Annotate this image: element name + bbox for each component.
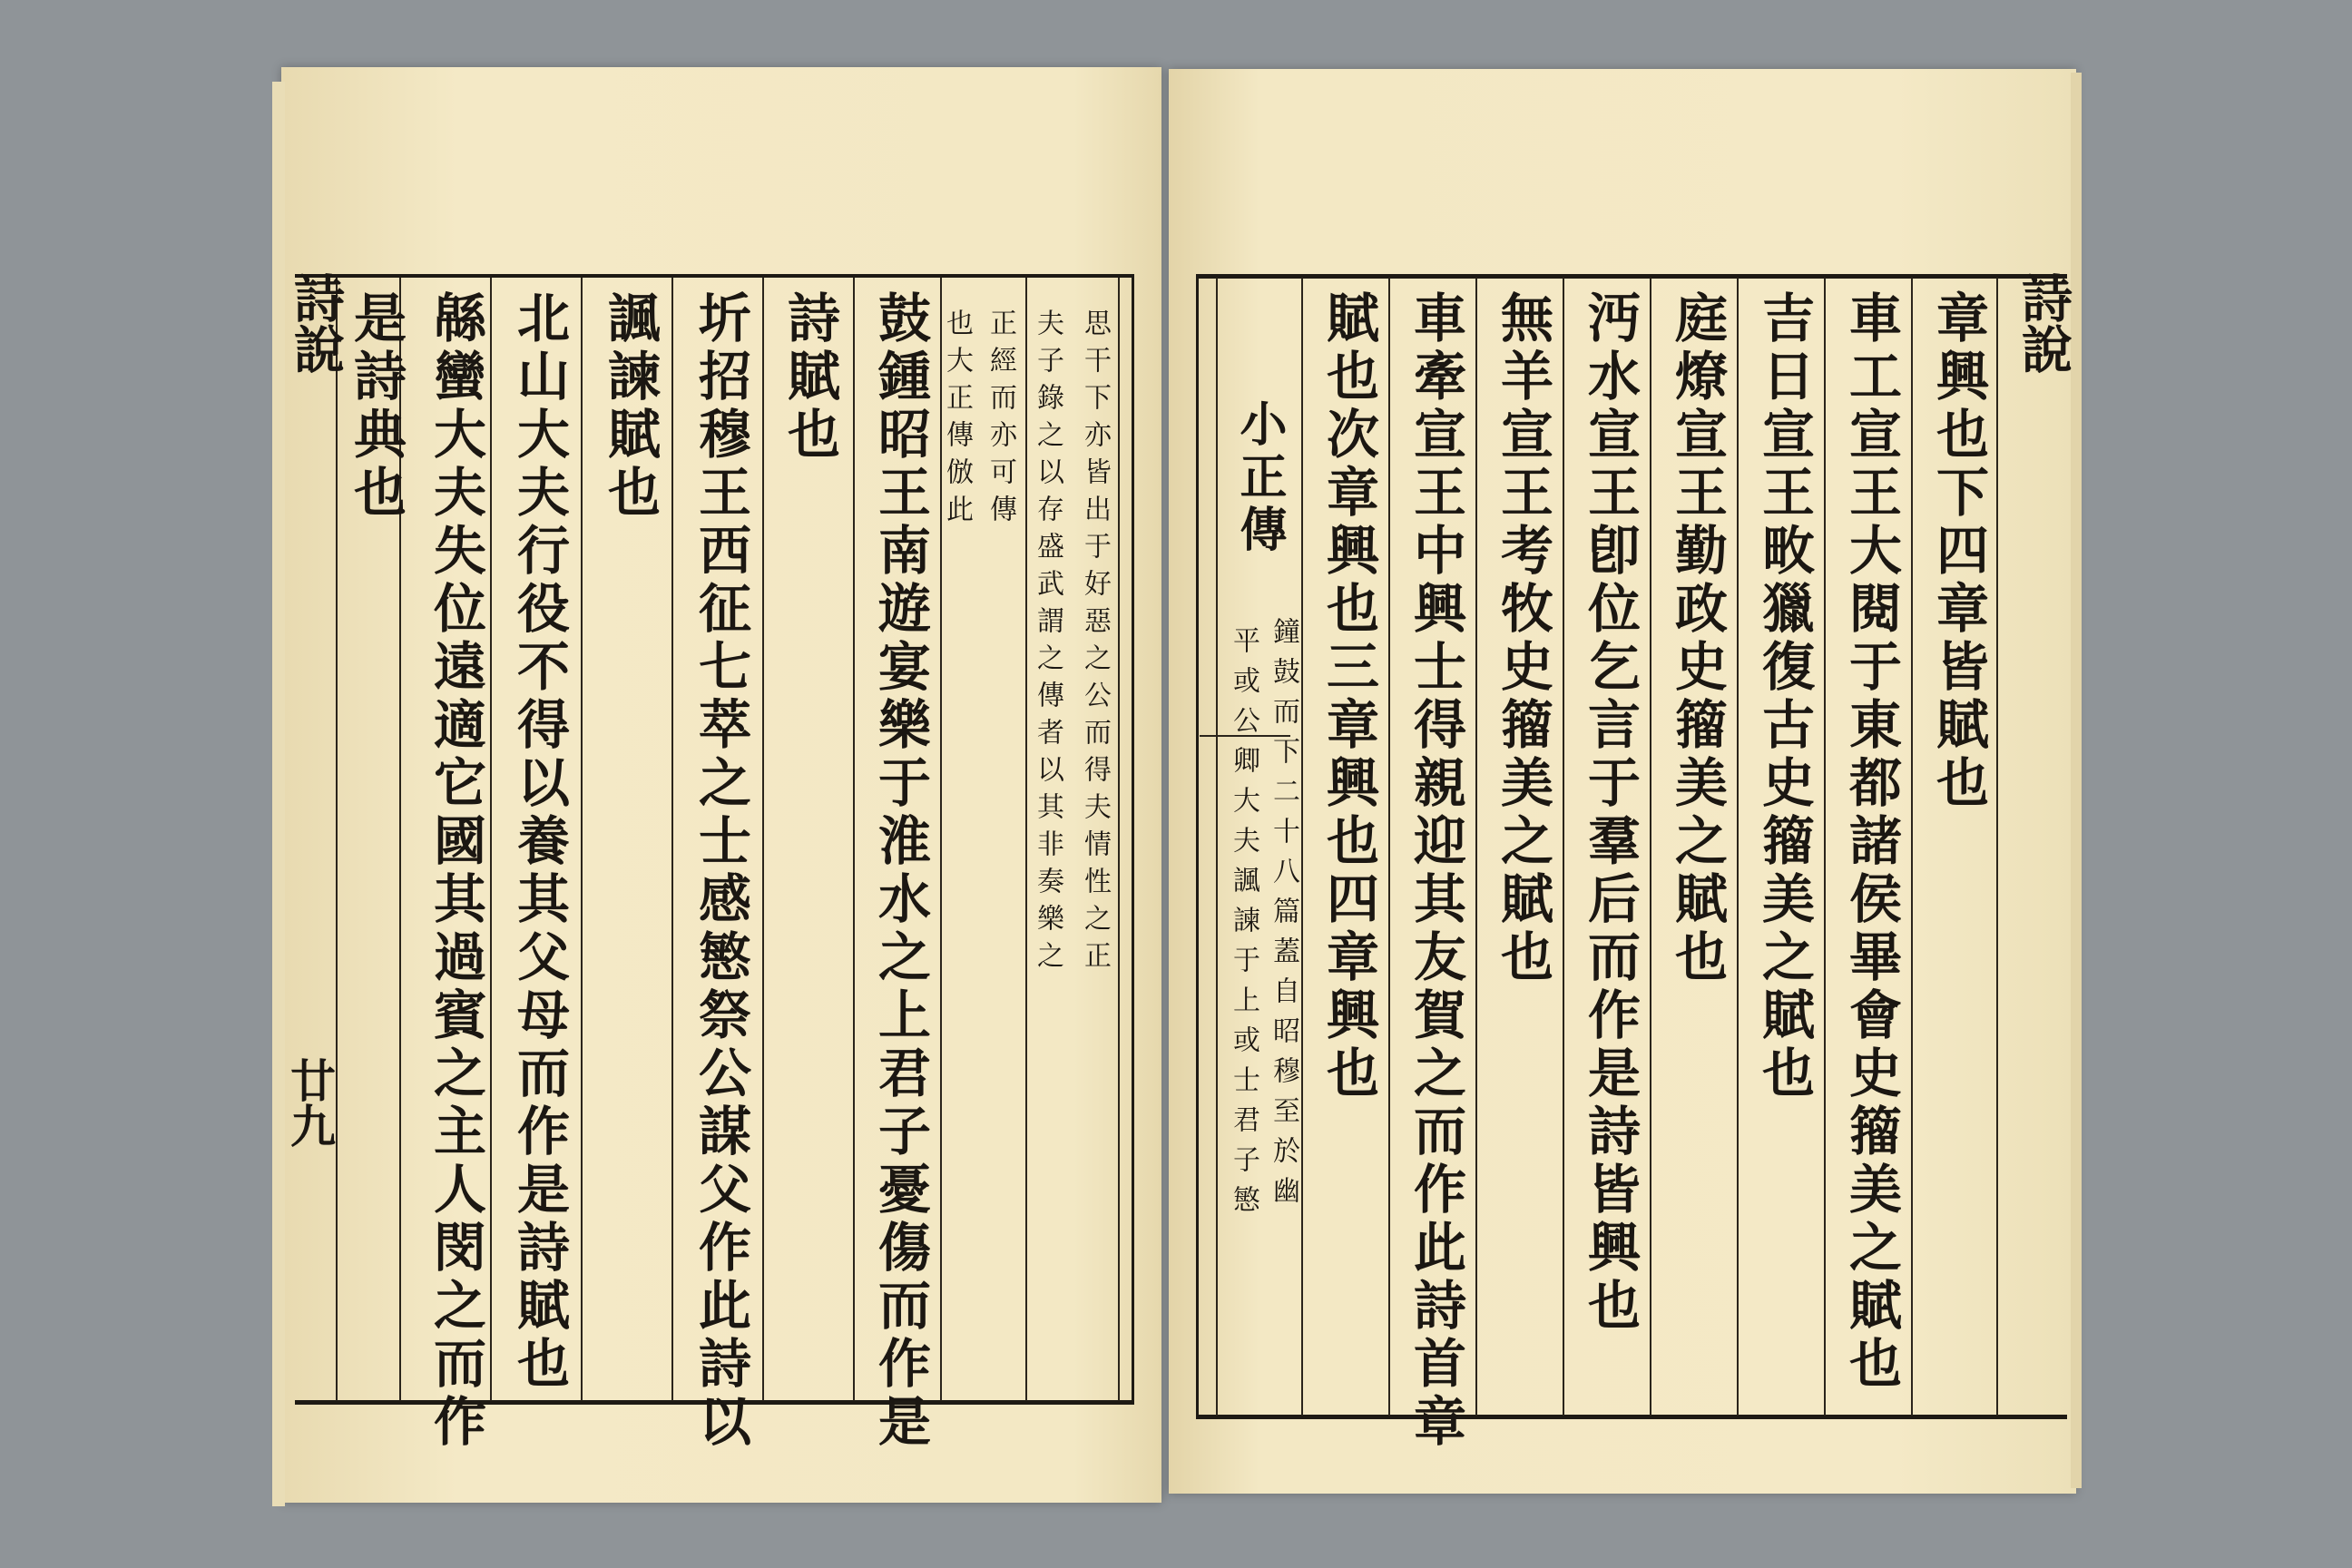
left-column-3: 正經而亦可傳 — [985, 309, 1016, 532]
column-rule — [1475, 278, 1477, 1416]
left-margin-folio: 廿九 — [283, 1057, 337, 1148]
left-column-1: 思干下亦皆出于好惡之公而得夫情性之正 — [1079, 309, 1111, 978]
column-rule — [762, 278, 764, 1401]
left-column-2: 夫子錄之以存盛武謂之傳者以其非奏樂之 — [1032, 309, 1063, 978]
left-column-4: 也大正傳倣此 — [941, 309, 973, 532]
right-column-2: 車工宣王大閱于東都諸侯畢會史籀美之賦也 — [1840, 290, 1902, 1394]
left-column-10: 緜蠻大夫失位遠適它國其過賓之主人閔之而作 — [425, 290, 486, 1452]
right-column-3: 吉日宣王畋獵復古史籀美之賦也 — [1753, 290, 1815, 1103]
column-rule — [1996, 278, 1998, 1416]
column-rule — [1563, 278, 1564, 1416]
column-rule — [1824, 278, 1826, 1416]
right-column-9: 小正傳 — [1231, 399, 1287, 557]
column-rule — [581, 278, 583, 1401]
right-column-11: 平或公卿大夫諷諫于上或士君子慜 — [1228, 626, 1259, 1225]
column-rule — [671, 278, 673, 1401]
left-column-7: 圻招穆王西征七萃之士感慜祭公謀父作此詩以 — [690, 290, 751, 1452]
left-column-11: 是詩典也 — [345, 290, 407, 523]
left-column-6: 詩賦也 — [779, 290, 840, 465]
left-column-9: 北山大夫行役不得以養其父母而作是詩賦也 — [508, 290, 570, 1394]
right-column-8: 賦也次章興也三章興也四章興也 — [1318, 290, 1379, 1103]
right-column-7: 車牽宣王中興士得親迎其友賀之而作此詩首章 — [1405, 290, 1466, 1452]
right-column-4: 庭燎宣王勤政史籀美之賦也 — [1666, 290, 1728, 987]
right-column-5: 沔水宣王卽位乞言于羣后而作是詩皆興也 — [1579, 290, 1641, 1336]
column-rule — [1911, 278, 1913, 1416]
column-rule — [1650, 278, 1651, 1416]
left-margin-title: 詩說 — [286, 272, 346, 374]
left-column-8: 諷諫賦也 — [599, 290, 661, 523]
column-rule — [853, 278, 855, 1401]
column-rule — [1737, 278, 1739, 1416]
column-rule — [1118, 278, 1120, 1401]
left-column-5: 鼓鍾昭王南遊宴樂于淮水之上君子憂傷而作是 — [869, 290, 931, 1452]
right-column-6: 無羊宣王考牧史籀美之賦也 — [1492, 290, 1553, 987]
right-column-10: 鐘鼓而下二十八篇蓋自昭穆至於幽 — [1268, 617, 1299, 1216]
column-rule — [1216, 278, 1218, 1416]
right-column-1: 章興也下四章皆賦也 — [1927, 290, 1989, 813]
column-rule — [1388, 278, 1390, 1416]
right-margin-title: 詩說 — [2014, 272, 2073, 374]
